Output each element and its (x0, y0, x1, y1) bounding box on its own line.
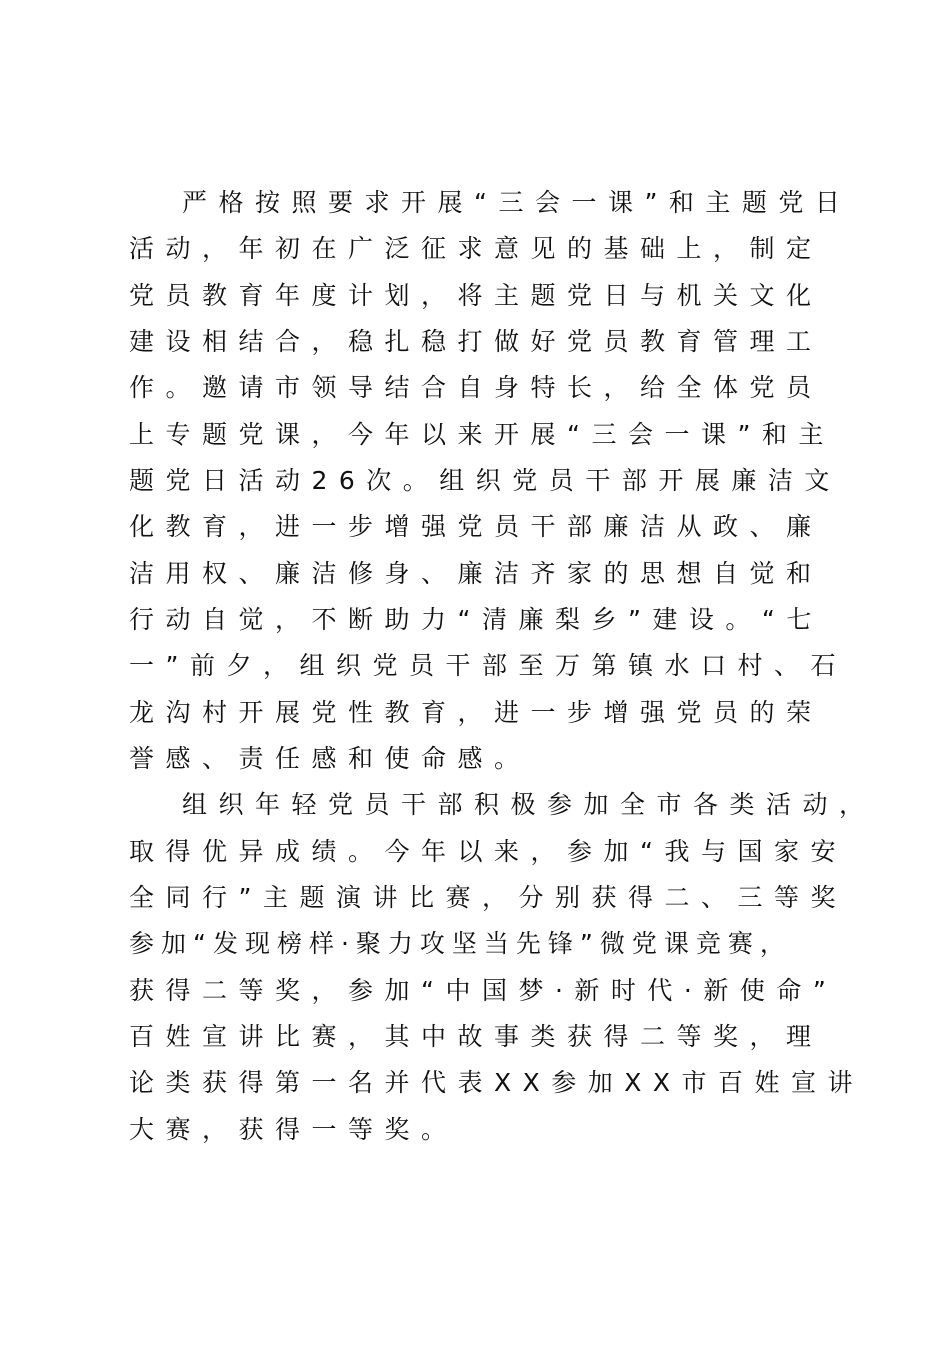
paragraph-line: 题党日活动26次。组织党员干部开展廉洁文 (129, 466, 841, 495)
paragraph-line: 建设相结合，稳扎稳打做好党员教育管理工 (129, 327, 823, 356)
paragraph-line: 誉感、责任感和使命感。 (129, 744, 531, 773)
paragraph-line: 上专题党课，今年以来开展“三会一课”和主 (129, 420, 835, 449)
paragraph-line: 取得优异成绩。今年以来，参加“我与国家安 (129, 837, 847, 866)
paragraph-line: 化教育，进一步增强党员干部廉洁从政、廉 (129, 512, 823, 541)
paragraph-line: 活动，年初在广泛征求意见的基础上，制定 (129, 234, 823, 263)
paragraph-line: 百姓宣讲比赛，其中故事类获得二等奖，理 (129, 1022, 823, 1051)
paragraph-line: 组织年轻党员干部积极参加全市各类活动， (182, 790, 876, 819)
paragraph-line: 行动自觉，不断助力“清廉梨乡”建设。“七 (129, 605, 823, 634)
paragraph-line: 全同行”主题演讲比赛，分别获得二、三等奖 (129, 883, 847, 912)
paragraph-line: 论类获得第一名并代表XX参加XX市百姓宣讲 (129, 1068, 865, 1097)
paragraph-line: 作。邀请市领导结合自身特长，给全体党员 (129, 373, 823, 402)
paragraph-line: 洁用权、廉洁修身、廉洁齐家的思想自觉和 (129, 559, 823, 588)
paragraph-line: 一”前夕，组织党员干部至万第镇水口村、石 (129, 651, 847, 680)
paragraph-line: 龙沟村开展党性教育，进一步增强党员的荣 (129, 698, 823, 727)
paragraph-line: 严格按照要求开展“三会一课”和主题党日 (182, 188, 852, 217)
paragraph-line: 获得二等奖，参加“中国梦·新时代·新使命” (129, 976, 838, 1005)
paragraph-line: 党员教育年度计划，将主题党日与机关文化 (129, 281, 823, 310)
paragraph-line: 大赛，获得一等奖。 (129, 1115, 458, 1144)
paragraph-line: 参加“发现榜样·聚力攻坚当先锋”微党课竞赛， (129, 929, 792, 958)
